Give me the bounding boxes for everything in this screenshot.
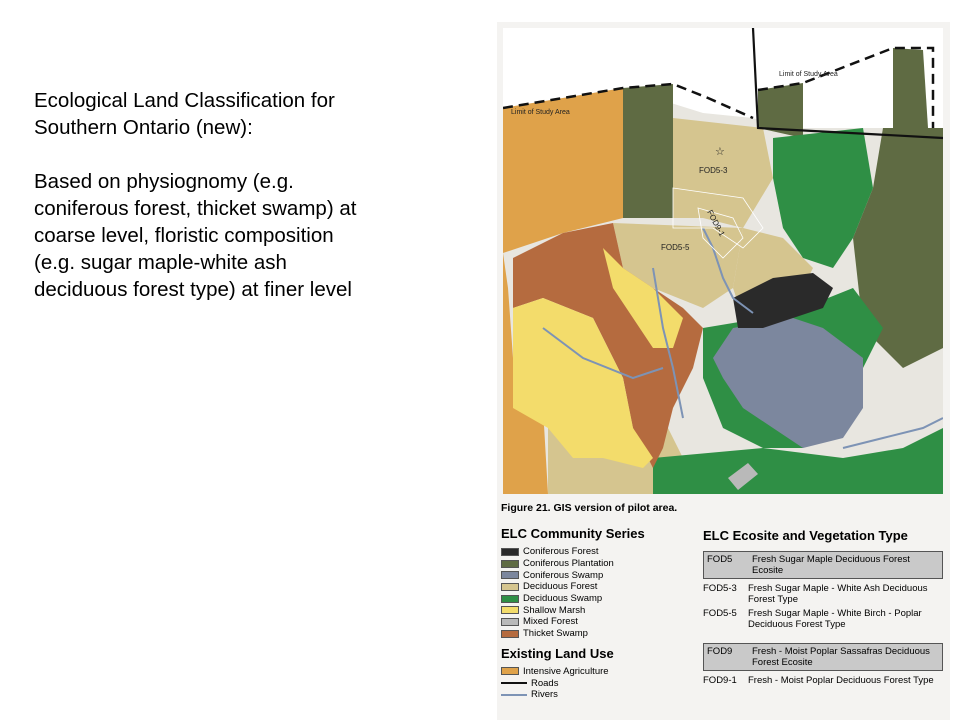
ecosite-code: FOD9	[707, 646, 733, 657]
land-use-legend-row	[501, 666, 691, 678]
ecosite-code: FOD5	[707, 554, 733, 565]
community-legend-label: Coniferous Swamp	[523, 569, 604, 581]
label-study-area-right: Limit of Study Area	[779, 71, 838, 78]
ecosite-description: Fresh Sugar Maple Deciduous Forest Ecosite	[752, 554, 910, 576]
figure-scan	[497, 22, 950, 720]
vegetation-type-description: Fresh Sugar Maple - White Birch - Poplar Deciduous Forest Type	[748, 608, 922, 630]
community-legend-label: Thicket Swamp	[523, 628, 588, 640]
body-line-4: (e.g. sugar maple-white ash	[34, 251, 287, 274]
land-use-legend-label: Intensive Agriculture	[523, 665, 609, 677]
community-legend-items	[501, 546, 691, 640]
community-legend	[501, 526, 691, 701]
community-legend-row	[501, 593, 691, 605]
community-color-swatch	[501, 560, 519, 568]
ecosite-row	[707, 646, 939, 668]
community-color-swatch	[501, 630, 519, 638]
figure-caption: Figure 21. GIS version of pilot area.	[501, 502, 678, 514]
vegetation-type-row	[703, 608, 943, 630]
line-legend-row	[501, 689, 691, 701]
land-use-legend-title: Existing Land Use	[501, 645, 614, 661]
vegetation-type-row	[703, 675, 943, 686]
line-legend-label: Rivers	[531, 689, 558, 701]
community-legend-row	[501, 558, 691, 570]
community-legend-label: Shallow Marsh	[523, 604, 586, 616]
ecosite-fod5-box	[703, 551, 943, 579]
community-legend-title: ELC Community Series	[501, 526, 645, 541]
title-line-2: Southern Ontario (new):	[34, 116, 253, 139]
vegetation-type-row	[703, 583, 943, 605]
label-fod5-5: FOD5-5	[661, 243, 690, 252]
map-marker-star: ☆	[715, 146, 725, 158]
slide-description	[34, 87, 474, 303]
vegetation-type-description: Fresh - Moist Poplar Deciduous Forest Type	[748, 675, 934, 686]
community-color-swatch	[501, 595, 519, 603]
line-legend-row	[501, 677, 691, 689]
community-legend-label: Mixed Forest	[523, 616, 578, 628]
community-legend-row	[501, 546, 691, 558]
community-legend-row	[501, 628, 691, 640]
body-line-2: coniferous forest, thicket swamp) at	[34, 197, 357, 220]
vegetation-type-description: Fresh Sugar Maple - White Ash Deciduous Forest Type	[748, 583, 928, 605]
community-legend-row	[501, 616, 691, 628]
title-line-1: Ecological Land Classification for	[34, 89, 335, 112]
community-color-swatch	[501, 571, 519, 579]
community-legend-label: Deciduous Forest	[523, 581, 598, 593]
line-legend-label: Roads	[531, 677, 559, 689]
line-line-swatch	[501, 682, 527, 684]
ecosite-fod9-box	[703, 643, 943, 671]
community-color-swatch	[501, 618, 519, 626]
community-legend-row	[501, 604, 691, 616]
ecosite-legend	[703, 528, 943, 689]
land-use-legend-items	[501, 666, 691, 678]
community-legend-row	[501, 581, 691, 593]
land-use-color-swatch	[501, 667, 519, 675]
body-line-5: deciduous forest type) at finer level	[34, 278, 352, 301]
land-classification-map	[503, 28, 943, 494]
vegetation-type-code: FOD5-5	[703, 608, 737, 619]
body-line-3: coarse level, floristic composition	[34, 224, 334, 247]
community-legend-label: Coniferous Forest	[523, 546, 599, 558]
plantation-left	[623, 84, 673, 218]
ecosite-legend-title: ELC Ecosite and Vegetation Type	[703, 528, 908, 543]
community-color-swatch	[501, 583, 519, 591]
ecosite-row	[707, 554, 939, 576]
body-line-1: Based on physiognomy (e.g.	[34, 170, 294, 193]
line-legend-items	[501, 677, 691, 700]
plantation-right	[893, 48, 928, 128]
line-line-swatch	[501, 694, 527, 696]
community-color-swatch	[501, 548, 519, 556]
ecosite-description: Fresh - Moist Poplar Sassafras Deciduous Forest Ecosite	[752, 646, 930, 668]
label-fod9-1: FOD9-1	[705, 208, 727, 238]
community-legend-row	[501, 569, 691, 581]
label-fod5-3: FOD5-3	[699, 166, 728, 175]
community-legend-label: Coniferous Plantation	[523, 558, 614, 570]
community-color-swatch	[501, 606, 519, 614]
vegetation-type-code: FOD9-1	[703, 675, 737, 686]
vegetation-type-code: FOD5-3	[703, 583, 737, 594]
label-study-area-left: Limit of Study Area	[511, 109, 570, 116]
community-legend-label: Deciduous Swamp	[523, 593, 603, 605]
